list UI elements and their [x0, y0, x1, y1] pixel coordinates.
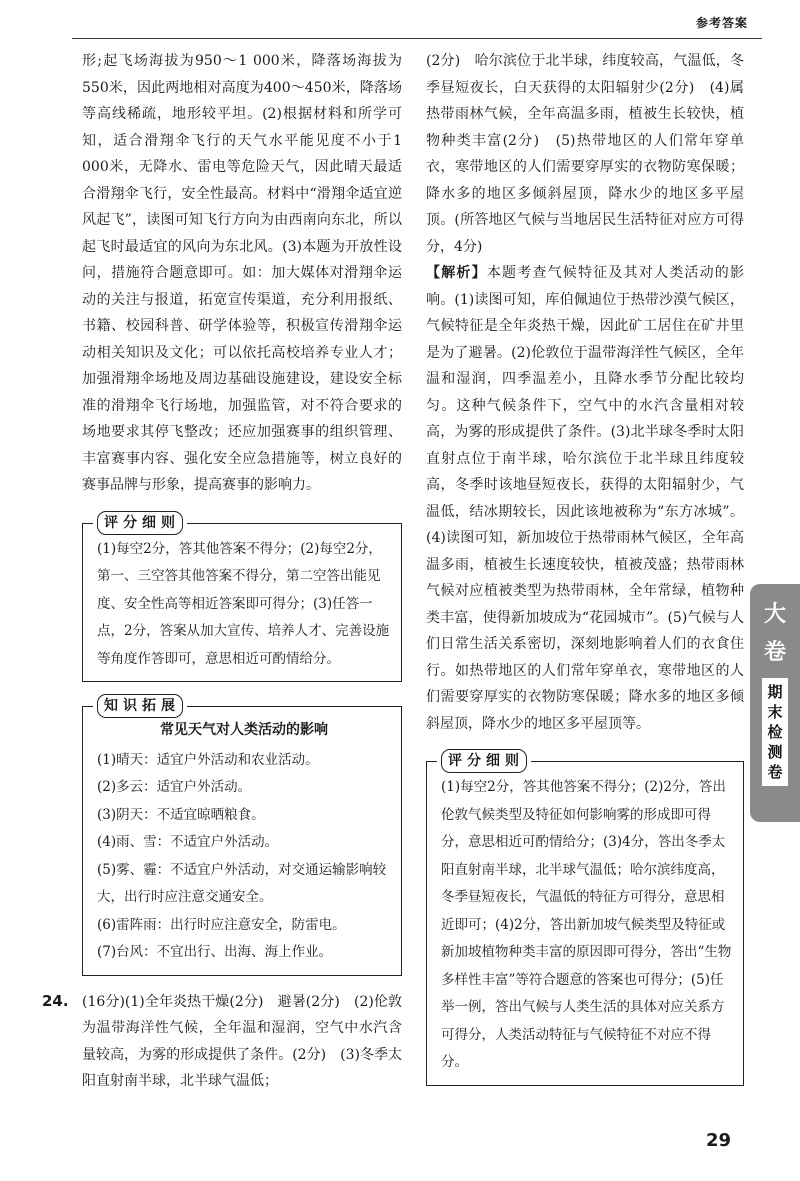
rubric-text: (1)每空2分，答其他答案不得分；(2)每空2分，第一、三空答其他答案不得分，第二空答出能见度、安全性高等相近答案即可得分；(3)任答一点，2分，答案从加大宣传、培养人才、完善设施等角度作答即可，意思相近可酌情给分。 — [97, 540, 390, 667]
page-header: 参考答案 — [695, 16, 748, 30]
answer-continuation: (2分) 哈尔滨位于北半球，纬度较高，气温低，冬季昼短夜长，白天获得的太阳辐射少(2分) (4)属热带雨林气候，全年高温多雨，植被生长较快，植物种类丰富(2分) (5)热带地区的人们常年穿单衣，寒带地区的人们需要穿厚实的衣物防寒保暖；降水多的地区多倾斜屋顶，降水少的地区多平屋顶。(所答地区气候与当地居民生活特征对应方可得分，4分) — [426, 53, 744, 255]
side-tab-char: 大 — [763, 602, 786, 627]
rubric-tag: 评分细则 — [93, 510, 187, 538]
question-number: 24. — [42, 991, 69, 1010]
knowledge-item: (1)晴天：适宜户外活动和农业活动。 — [97, 751, 319, 768]
question-24-text: (16分)(1)全年炎热干燥(2分) 避暑(2分) (2)伦敦为温带海洋性气候，全年温和湿润，空气中水汽含量较高，为雾的形成提供了条件。(2分) (3)冬季太阳直射南半球，北半球气温低； — [82, 993, 402, 1089]
side-tab-label: 期末检测卷 — [762, 678, 788, 786]
knowledge-title: 常见天气对人类活动的影响 — [160, 722, 328, 738]
knowledge-item: (6)雷阵雨：出行时应注意安全，防雷电。 — [97, 916, 346, 933]
rubric-text: (1)每空2分，答其他答案不得分；(2)2分，答出伦敦气候类型及特征如何影响雾的形成即可得分，意思相近可酌情给分；(3)4分，答出冬季太阳直射南半球，北半球气温低；哈尔滨纬度高，冬季昼短夜长，气温低的特征方可得分，意思相近即可；(4)2分，答出新加坡气候类型及特征或新加坡植物种类丰富的原因即可得分，答出“生物多样性丰富”等符合题意的答案也可得分；(5)任举一例，答出气候与人类生活的具体对应关系方可得分，人类活动特征与气候特征不对应不得分。 — [441, 779, 732, 1070]
left-column — [42, 48, 402, 1095]
answer-continuation: 形;起飞场海拔为950～1 000米，降落场海拔为550米，因此两地相对高度为400～450米，降落场等高线稀疏，地形较平坦。(2)根据材料和所学可知，适合滑翔伞飞行的天气水平能见度不小于1 000米，无降水、雷电等危险天气，因此晴天最适合滑翔伞飞行，安全性最高。材料中“滑翔伞适宜逆风起飞”，读图可知飞行方向为由西南向东北，所以起飞时最适宜的风向为东北风。(3)本题为开放性设问，措施符合题意即可。如：加大媒体对滑翔伞运动的关注与报道，拓宽宣传渠道，充分利用报纸、书籍、校园科普、研学体验等，积极宣传滑翔伞运动相关知识及文化；可以依托高校培养专业人才；加强滑翔伞场地及周边基础设施建设，建设安全标准的滑翔伞飞行场地，加强监管，对不符合要求的场地要求其停飞整改；还应加强赛事的组织管理、丰富赛事内容、强化安全应急措施等，树立良好的赛事品牌与形象，提高赛事的影响力。 — [82, 53, 402, 493]
rubric-tag: 评分细则 — [437, 748, 531, 776]
knowledge-item: (5)雾、霾：不适宜户外活动，对交通运输影响较大，出行时应注意交通安全。 — [97, 861, 387, 905]
side-tab-char: 卷 — [763, 640, 786, 665]
knowledge-tag: 知识拓展 — [93, 693, 187, 721]
analysis-text: 本题考查气候特征及其对人类活动的影响。(1)读图可知，库伯佩迪位于热带沙漠气候区，气候特征是全年炎热干燥，因此矿工居住在矿井里是为了避暑。(2)伦敦位于温带海洋性气候区，全年温和湿润，四季温差小，且降水季节分配比较均匀。这种气候条件下，空气中的水汽含量相对较高，为雾的形成提供了条件。(3)北半球冬季时太阳直射点位于南半球，哈尔滨位于北半球且纬度较高，冬季时该地昼短夜长，获得的太阳辐射少，气温低，结冰期较长，因此该地被称为“东方冰城”。(4)读图可知，新加坡位于热带雨林气候区，全年高温多雨，植被生长速度较快，植被茂盛；热带雨林气候对应植被类型为热带雨林，全年常绿，植物种类丰富，使得新加坡成为“花园城市”。(5)气候与人们日常生活关系密切，深刻地影响着人们的衣食住行。如热带地区的人们常年穿单衣，寒带地区的人们需要穿厚实的衣物防寒保暖；降水多的地区多倾斜屋顶，降水少的地区多平屋顶等。 — [426, 265, 745, 732]
analysis-label: 【解析】 — [426, 265, 487, 281]
knowledge-item: (7)台风：不宜出行、出海、海上作业。 — [97, 944, 333, 960]
rubric-box-right — [426, 753, 744, 1086]
knowledge-item: (3)阴天：不适宜晾晒粮食。 — [97, 806, 265, 823]
knowledge-item: (4)雨、雪：不适宜户外活动。 — [97, 834, 279, 850]
rubric-box-left — [82, 514, 402, 683]
header-divider — [72, 38, 762, 39]
page-number: 29 — [706, 1130, 732, 1151]
knowledge-box — [82, 698, 402, 976]
right-column — [426, 48, 744, 1086]
analysis — [426, 260, 744, 737]
question-24 — [42, 988, 402, 1095]
knowledge-item: (2)多云：适宜户外活动。 — [97, 779, 252, 795]
section-side-tab — [750, 584, 800, 822]
